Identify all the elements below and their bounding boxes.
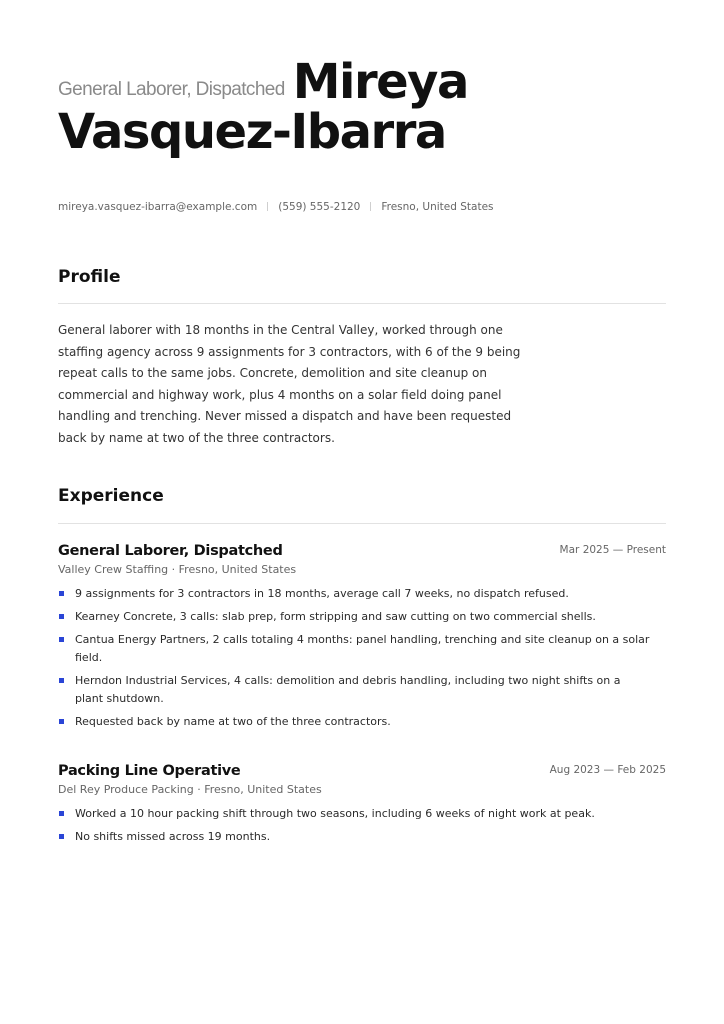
job-header xyxy=(58,760,666,780)
list-item xyxy=(58,608,650,626)
job-dates: Mar 2025 — Present xyxy=(559,544,666,556)
list-item xyxy=(58,631,650,667)
job-header xyxy=(58,540,666,560)
contact-location: Fresno, United States xyxy=(381,201,494,213)
bullet-marker xyxy=(59,719,64,724)
first-name: Mireya xyxy=(292,54,468,110)
list-item xyxy=(58,672,650,708)
contact-separator xyxy=(267,202,268,211)
bullet-text: Herndon Industrial Services, 4 calls: demolition and debris handling, including two night shifts on a plant shutdown. xyxy=(75,674,621,705)
last-name: Vasquez-Ibarra xyxy=(58,104,446,160)
list-item xyxy=(58,805,650,823)
job-title: General Laborer, Dispatched xyxy=(58,543,283,559)
list-item xyxy=(58,585,650,603)
contact-separator xyxy=(370,202,371,211)
section-title-experience: Experience xyxy=(58,486,164,506)
job-title: Packing Line Operative xyxy=(58,763,241,779)
bullet-text: Requested back by name at two of the three contractors. xyxy=(75,715,391,728)
contact-line xyxy=(58,201,494,213)
job-bullets xyxy=(58,585,666,731)
job-dates: Aug 2023 — Feb 2025 xyxy=(549,764,666,776)
job-organization: Valley Crew Staffing · Fresno, United States xyxy=(58,563,297,576)
bullet-marker xyxy=(59,637,64,642)
list-item xyxy=(58,713,650,731)
bullet-text: Kearney Concrete, 3 calls: slab prep, form stripping and saw cutting on two commercial shells. xyxy=(75,610,596,623)
profile-text: General laborer with 18 months in the Central Valley, worked through one staffing agency across 9 assignments for 3 contractors, with 6 of the 9 being repeat calls to the same jobs. Concrete, demolition and site cleanup on commercial and highway work, plus 4 months on a solar field doing panel handling and trenching. Never missed a dispatch and have been requested back by name at two of the three contractors. xyxy=(58,323,521,445)
headline xyxy=(58,54,678,160)
bullet-text: No shifts missed across 19 months. xyxy=(75,830,271,843)
role-title: General Laborer, Dispatched xyxy=(58,79,285,100)
bullet-text: 9 assignments for 3 contractors in 18 months, average call 7 weeks, no dispatch refused. xyxy=(75,587,569,600)
list-item xyxy=(58,828,650,846)
contact-email: mireya.vasquez-ibarra@example.com xyxy=(58,201,258,213)
bullet-marker xyxy=(59,834,64,839)
bullet-marker xyxy=(59,614,64,619)
job-entry xyxy=(58,540,666,736)
bullet-marker xyxy=(59,678,64,683)
section-title-profile: Profile xyxy=(58,267,121,287)
bullet-text: Cantua Energy Partners, 2 calls totaling 4 months: panel handling, trenching and site cleanup on a solar field. xyxy=(75,633,650,664)
job-bullets xyxy=(58,805,666,846)
bullet-marker xyxy=(59,591,64,596)
bullet-text: Worked a 10 hour packing shift through two seasons, including 6 weeks of night work at peak. xyxy=(75,807,595,820)
contact-phone: (559) 555-2120 xyxy=(278,201,361,213)
bullet-marker xyxy=(59,811,64,816)
section-divider xyxy=(58,523,666,524)
job-organization: Del Rey Produce Packing · Fresno, United States xyxy=(58,783,322,796)
job-entry xyxy=(58,760,666,851)
section-divider xyxy=(58,303,666,304)
resume-header xyxy=(58,54,678,160)
